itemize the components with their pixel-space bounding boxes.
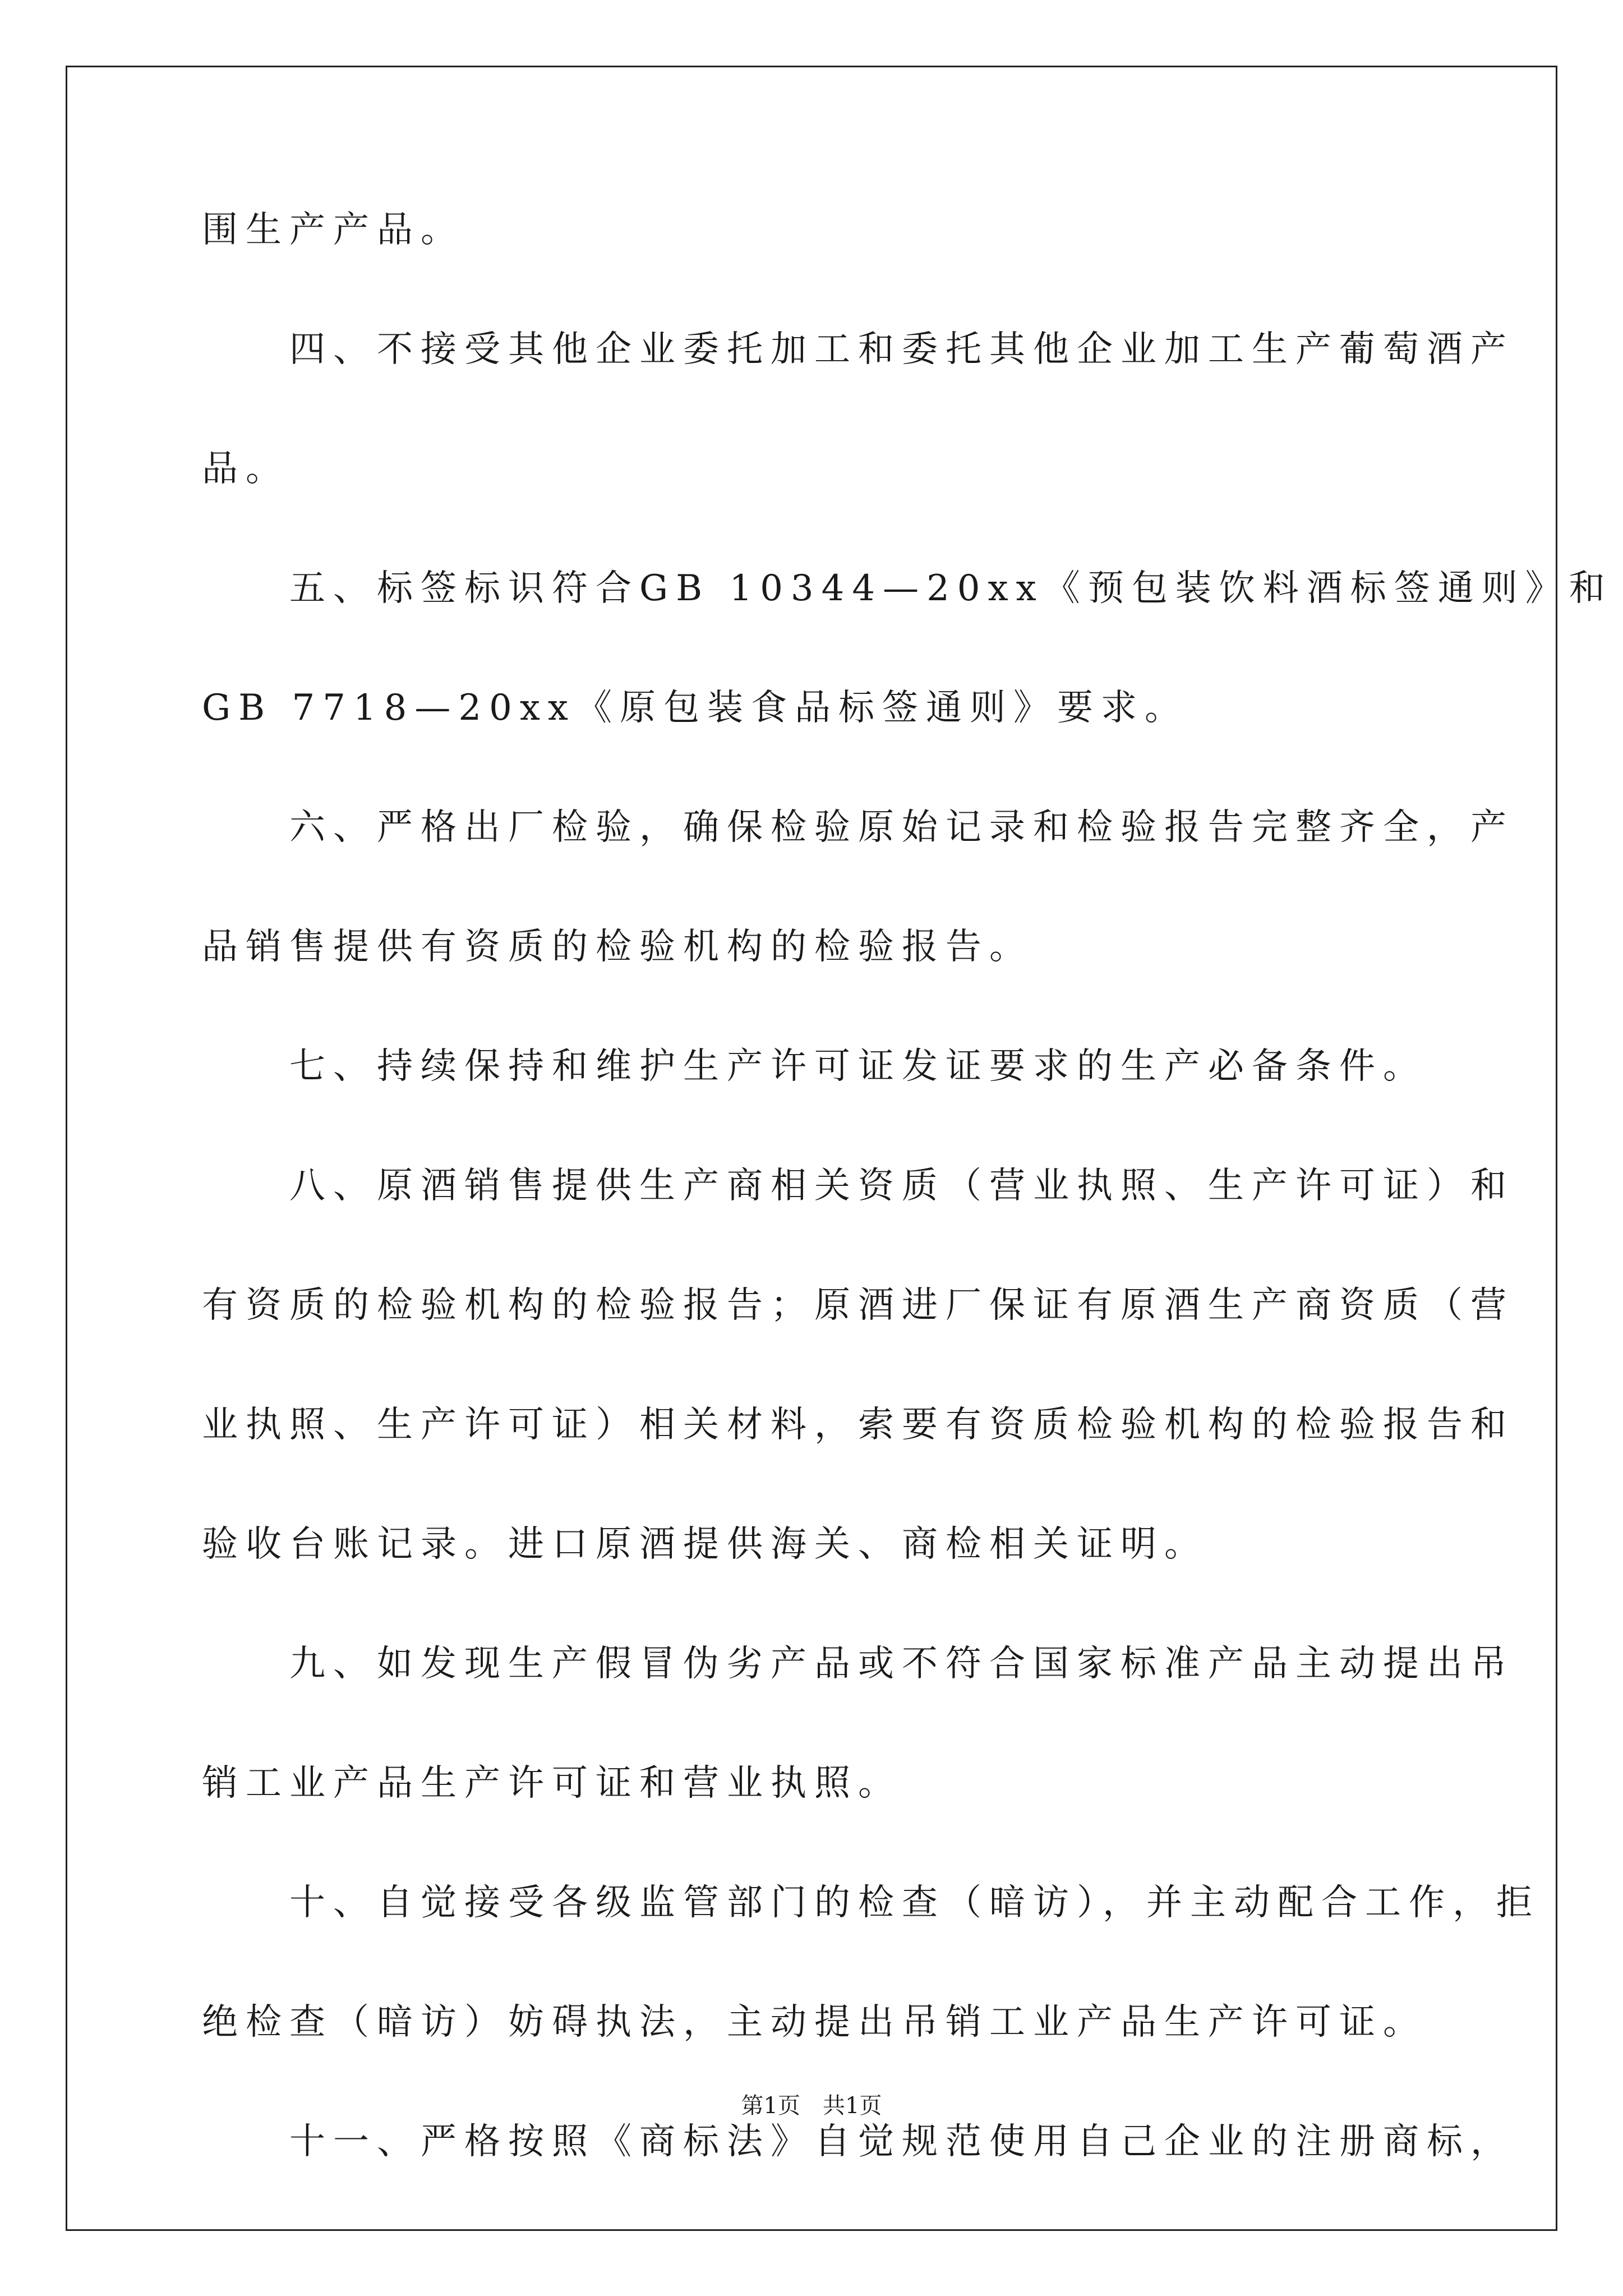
text-line: GB 7718—20xx《原包装食品标签通则》要求。 <box>202 687 1188 729</box>
text-line: 七、持续保持和维护生产许可证发证要求的生产必备条件。 <box>202 1046 1427 1087</box>
text-line: 五、标签标识符合GB 10344—20xx《预包装饮料酒标签通则》和 <box>202 568 1613 609</box>
text-line: 销工业产品生产许可证和营业执照。 <box>202 1763 902 1804</box>
text-line: 品。 <box>202 448 289 490</box>
text-line: 业执照、生产许可证）相关材料，索要有资质检验机构的检验报告和 <box>202 1404 1514 1446</box>
text-line: 十、自觉接受各级监管部门的检查（暗访），并主动配合工作，拒 <box>202 1882 1540 1924</box>
page-number: 第1页 共1页 <box>741 2093 882 2119</box>
text-line: 四、不接受其他企业委托加工和委托其他企业加工生产葡萄酒产 <box>202 329 1514 370</box>
text-line: 八、原酒销售提供生产商相关资质（营业执照、生产许可证）和 <box>202 1165 1514 1207</box>
text-line: 绝检查（暗访）妨碍执法，主动提出吊销工业产品生产许可证。 <box>202 2001 1427 2043</box>
text-line: 验收台账记录。进口原酒提供海关、商检相关证明。 <box>202 1524 1208 1565</box>
text-line: 十一、严格按照《商标法》自觉规范使用自己企业的注册商标， <box>202 2121 1514 2162</box>
text-line: 有资质的检验机构的检验报告；原酒进厂保证有原酒生产商资质（营 <box>202 1285 1514 1326</box>
text-line: 品销售提供有资质的检验机构的检验报告。 <box>202 926 1033 968</box>
text-line: 六、严格出厂检验，确保检验原始记录和检验报告完整齐全，产 <box>202 807 1514 848</box>
text-line: 九、如发现生产假冒伪劣产品或不符合国家标准产品主动提出吊 <box>202 1643 1514 1685</box>
text-line: 围生产产品。 <box>202 209 464 251</box>
